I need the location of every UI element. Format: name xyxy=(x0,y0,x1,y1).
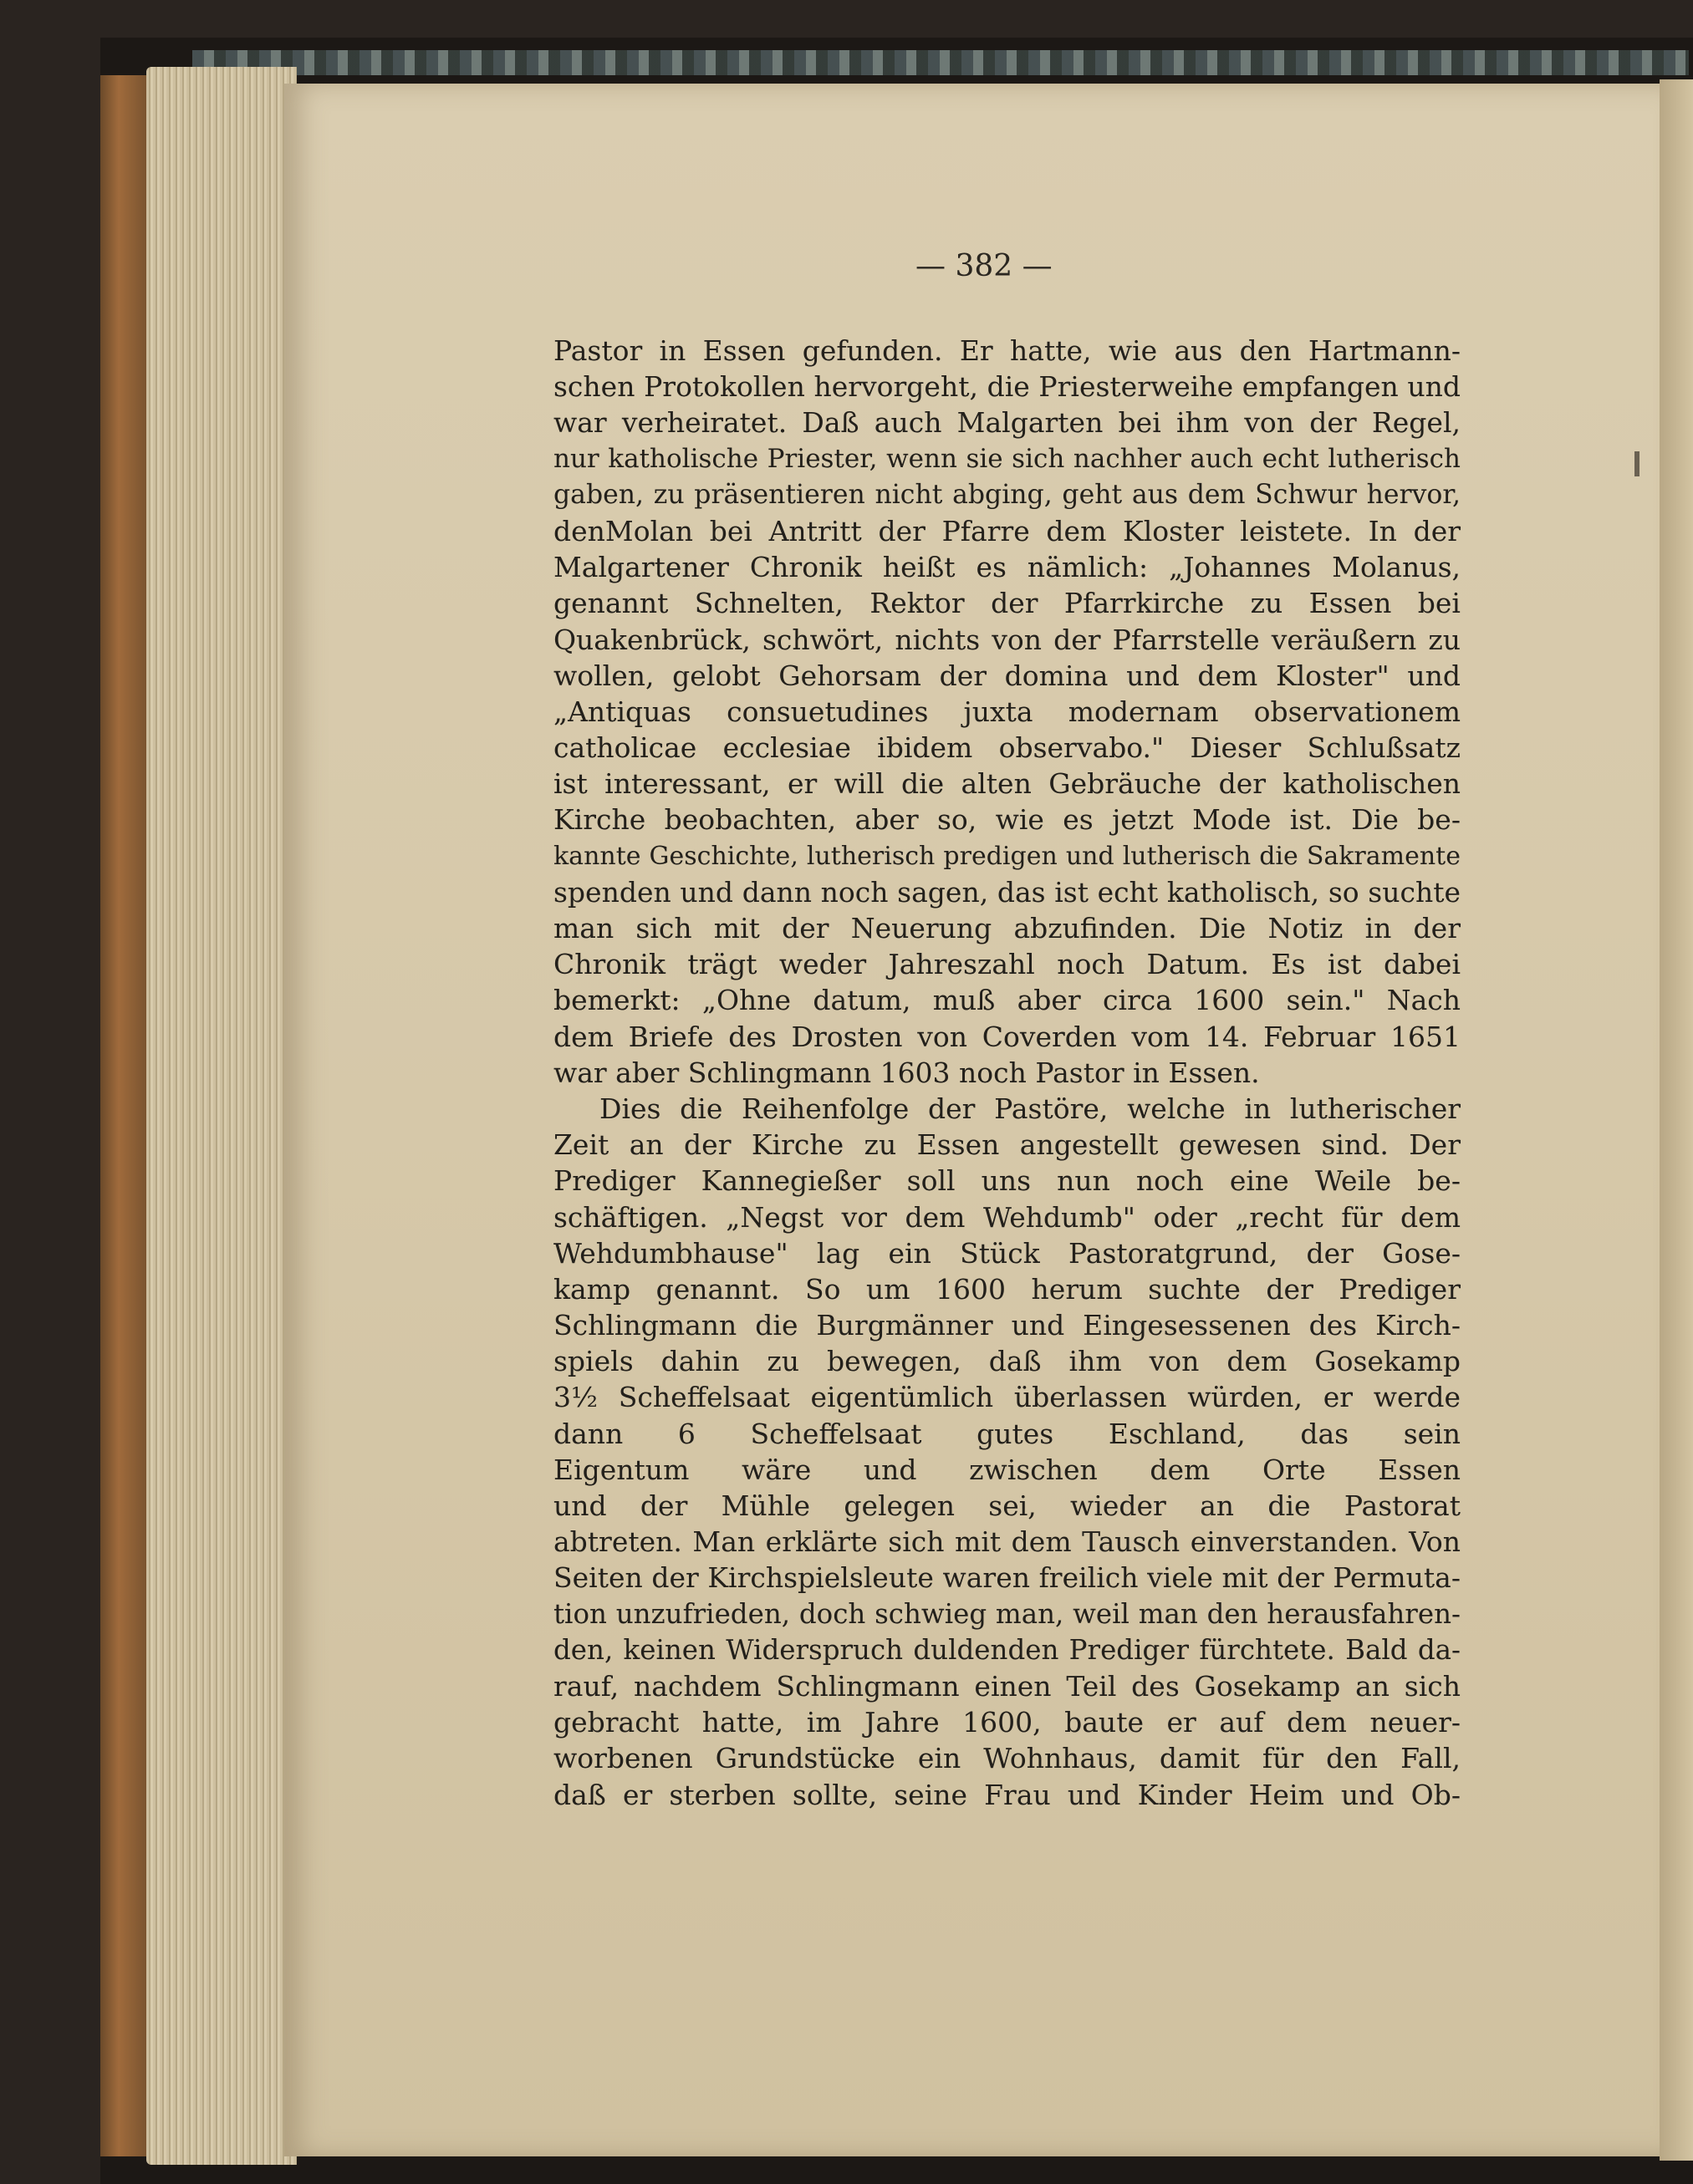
text-line: rauf, nachdem Schlingmann einen Teil des Gosekamp an sich xyxy=(553,1669,1461,1703)
text-line: dann 6 Scheffelsaat gutes Eschland, das sein xyxy=(553,1417,1461,1450)
text-line: kannte Geschichte, lutherisch predigen und lutherisch die Sakramente xyxy=(553,841,1461,871)
text-line: denMolan bei Antritt der Pfarre dem Kloster leistete. In der xyxy=(553,514,1461,547)
book-spine xyxy=(100,75,146,2156)
page-edges xyxy=(146,67,297,2165)
text-line: tion unzufrieden, doch schwieg man, weil man den herausfahren- xyxy=(553,1597,1461,1630)
text-line: 3½ Scheffelsaat eigentümlich überlassen würden, er werde xyxy=(553,1381,1461,1414)
text-line: gebracht hatte, im Jahre 1600, baute er auf dem neuer- xyxy=(553,1706,1461,1739)
text-line: kamp genannt. So um 1600 herum suchte der Prediger xyxy=(553,1272,1461,1306)
text-line: man sich mit der Neuerung abzufinden. Die Notiz in der xyxy=(553,912,1461,944)
text-line: und der Mühle gelegen sei, wieder an die Pastorat xyxy=(553,1489,1461,1522)
text-line: spiels dahin zu bewegen, daß ihm von dem Gosekamp xyxy=(553,1345,1461,1378)
text-line: schäftigen. „Negst vor dem Wehdumb" oder „recht für dem xyxy=(553,1200,1461,1234)
text-line: daß er sterben sollte, seine Frau und Kinder Heim und Ob- xyxy=(553,1778,1461,1811)
text-line: Pastor in Essen gefunden. Er hatte, wie aus den Hartmann- xyxy=(553,334,1461,367)
text-line: nur katholische Priester, wenn sie sich nachher auch echt lutherisch xyxy=(553,443,1461,474)
text-line: worbenen Grundstücke ein Wohnhaus, damit für den Fall, xyxy=(553,1742,1461,1775)
text-line: den, keinen Widerspruch duldenden Prediger fürchtete. Bald da- xyxy=(553,1633,1461,1666)
text-line: Seiten der Kirchspielsleute waren freilich viele mit der Permuta- xyxy=(553,1561,1461,1595)
right-page-edge xyxy=(1660,79,1693,2161)
text-line: abtreten. Man erklärte sich mit dem Tausch einverstanden. Von xyxy=(553,1525,1461,1559)
text-line: Dies die Reihenfolge der Pastöre, welche in lutherischer xyxy=(599,1092,1461,1125)
text-line: dem Briefe des Drosten von Coverden vom 14. Februar 1651 xyxy=(553,1020,1461,1053)
text-line: war aber Schlingmann 1603 noch Pastor in Essen. xyxy=(553,1056,1260,1089)
text-line: Malgartener Chronik heißt es nämlich: „Johannes Molanus, xyxy=(553,551,1461,584)
text-line: Kirche beobachten, aber so, wie es jetzt Mode ist. Die be- xyxy=(553,803,1461,837)
text-line: Eigentum wäre und zwischen dem Orte Essen xyxy=(553,1453,1461,1486)
text-line: spenden und dann noch sagen, das ist echt katholisch, so suchte xyxy=(553,875,1461,909)
text-line: bemerkt: „Ohne datum, muß aber circa 1600 sein." Nach xyxy=(553,984,1461,1017)
text-line: Chronik trägt weder Jahreszahl noch Datum. Es ist dabei xyxy=(553,948,1461,981)
page-number: — 382 — xyxy=(915,249,1053,283)
text-line: ist interessant, er will die alten Gebräuche der katholischen xyxy=(553,767,1461,801)
book-cover-edge xyxy=(192,50,1689,75)
text-line: Wehdumbhause" lag ein Stück Pastoratgrund, der Gose- xyxy=(553,1236,1461,1270)
margin-mark xyxy=(1634,451,1639,476)
text-line: genannt Schnelten, Rektor der Pfarrkirche zu Essen bei xyxy=(553,587,1461,620)
text-line: war verheiratet. Daß auch Malgarten bei ihm von der Regel, xyxy=(553,406,1461,440)
text-line: Quakenbrück, schwört, nichts von der Pfarrstelle veräußern zu xyxy=(553,623,1461,656)
text-line: Prediger Kannegießer soll uns nun noch eine Weile be- xyxy=(553,1164,1461,1198)
text-line: Zeit an der Kirche zu Essen angestellt gewesen sind. Der xyxy=(553,1128,1461,1162)
page-text xyxy=(553,333,1461,1813)
text-line: wollen, gelobt Gehorsam der domina und dem Kloster" und xyxy=(553,659,1461,692)
text-line: Schlingmann die Burgmänner und Eingesessenen des Kirch- xyxy=(553,1309,1461,1342)
text-line: catholicae ecclesiae ibidem observabo." Dieser Schlußsatz xyxy=(553,731,1461,765)
text-line: schen Protokollen hervorgeht, die Priesterweihe empfangen und xyxy=(553,370,1461,404)
text-line: „Antiquas consuetudines juxta modernam observationem xyxy=(553,695,1461,728)
text-line: gaben, zu präsentieren nicht abging, geht aus dem Schwur hervor, xyxy=(553,479,1461,510)
